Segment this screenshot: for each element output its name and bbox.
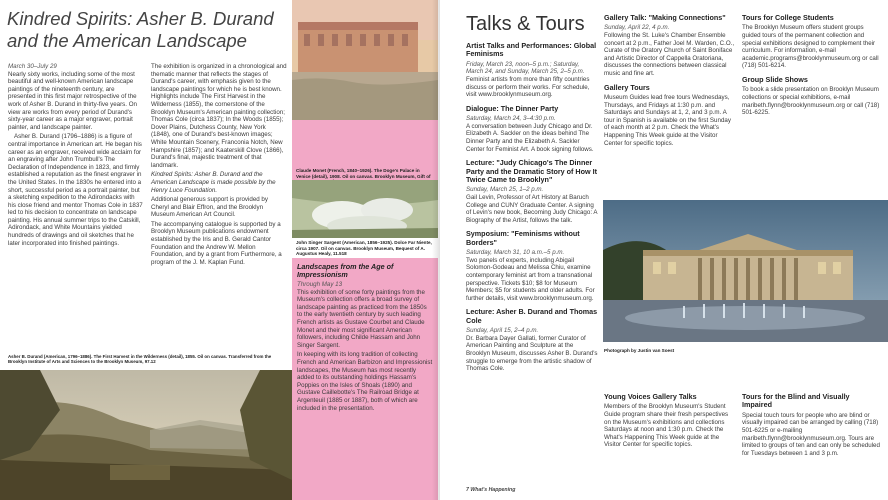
photo-credit: Photograph by Justin van Soest [604, 348, 675, 353]
event-title: Symposium: "Feminisms without Borders" [466, 229, 580, 247]
event-block [604, 14, 736, 78]
event-description: The Brooklyn Museum offers student groups guided tours of the permanent collection and special exhibitions designed to complement their curriculum. For information, e-mail academic.programs@brooklynmuseum.org or call (718) 501-6214. [742, 24, 879, 70]
museum-photograph [603, 200, 888, 342]
talks-column-2 [604, 14, 736, 149]
sargent-caption: John Singer Sargent (American, 1856–1925). Dolce Far Niente, circa 1907. Oil on canvas. Brooklyn Museum, Bequest of A. Augustus Healy, 11.518 [296, 240, 432, 257]
left-column-2 [151, 63, 287, 268]
event-block [742, 14, 880, 70]
paragraph: This exhibition of some forty paintings from the Museum's collection offers a broad survey of landscape painting as practiced from the 1850s to the early twentieth century by such leading French artists as Gustave Courbet and Claude Monet and their most significant American followers, including Childe Hassam and John Singer Sargent. [297, 288, 427, 349]
event-description: A conversation between Judy Chicago and Dr. Elizabeth A. Sackler on the ideas behind The Dinner Party and the Elizabeth A. Sackler Center for Feminist Art. A book signing follows. [466, 122, 594, 153]
event-description: Museum Guides lead free tours Wednesdays, Thursdays, and Fridays at 1:30 p.m. and Saturdays and Sundays at 1, 2, and 3 p.m. A tour in Spanish is available on the first Sunday of each month at 2 p.m. Check the What's Happening This Week guide at the Visitor Center for specific topics. [604, 93, 731, 147]
impressionism-title: Landscapes from the Age of Impressionism [297, 262, 394, 280]
landscape-illustration [0, 370, 292, 500]
event-block [466, 159, 598, 224]
credit-line: Additional generous support is provided by Cheryl and Blair Effron, and the Brooklyn Museum American Art Council. [151, 196, 268, 219]
paragraph: In keeping with its long tradition of collecting French and American Barbizon and Impressionist landscapes, the Museum has most recently added to its outstanding holdings Hassam's Poppies on the Isles of Shoals (1890) and Gustave Caillebotte's The Railroad Bridge at Argenteuil (1885 or 1887), both of which are included in the presentation. [297, 351, 433, 412]
talks-column-1 [466, 42, 598, 375]
event-title: Artist Talks and Performances: Global Feminisms [466, 41, 597, 59]
event-title: Lecture: Asher B. Durand and Thomas Cole [466, 307, 598, 325]
event-title: Gallery Tours [604, 82, 650, 92]
event-time: Sunday, April 22, 4 p.m. [604, 24, 670, 32]
paragraph: The exhibition is organized in a chronological and thematic manner that reflects the stages of Durand's career, with emphasis given to the landscape paintings for which he is best known. Highlights include The First Harvest in the Wilderness (1855), the cornerstone of the Brooklyn Museum's American painting collection; Thomas Cole (circa 1837); In the Woods (1855); Dover Plains, Dutchess County, New York (1848), one of Durand's best-known images; White Mountain Scenery, Franconia Notch, New Hampshire (1857); and Kaaterskill Clove (1866), Durand's final, majestic treatment of that landmark. [151, 63, 287, 169]
event-block [466, 308, 598, 372]
event-block [466, 230, 598, 302]
paragraph: Asher B. Durand (1796–1886) is a figure of central importance in American art. He began his career as an engraver, received wide acclaim for an engraving after John Trumbull's The Declaration of Independence in 1823, and firmly established a reputation as the finest engraver in the United States. In the 1830s he entered into a short, successful period as a portrait painter, but a sketching expedition to the Adirondacks with his close friend and mentor Thomas Cole in 1837 led to his decision to concentrate on landscape painting. His annual summer trips to the Catskill, Adirondack, and White Mountains yielded hundreds of drawings and oil sketches that he later incorporated into finished paintings. [8, 133, 143, 247]
event-block [466, 105, 598, 153]
event-title: Tours for College Students [742, 13, 834, 22]
event-description: Feminist artists from more than fifty countries discuss or perform their works. For schedule, visit www.brooklynmuseum.org. [466, 76, 590, 99]
event-description: Dr. Barbara Dayer Gallati, former Curator of American Painting and Sculpture at the Brooklyn Museum, discusses Asher B. Durand's struggle to emerge from the artistic shadow of Thomas Cole. [466, 334, 598, 373]
talks-heading: Talks & Tours [466, 13, 585, 35]
event-block [604, 84, 736, 148]
impressionism-text [297, 281, 433, 414]
event-description: To book a slide presentation on Brooklyn Museum collections or special exhibitions, e-mail maribeth.flynn@brooklynmuseum.org or call (718) 501-6225. [742, 86, 880, 117]
impressionism-dates: Through May 13 [297, 281, 343, 288]
monet-caption: Claude Monet (French, 1840–1926). The Doge's Palace in Venice (detail), 1908. Oil on canvas. Brooklyn Museum, Gift of [296, 168, 431, 179]
event-time: Sunday, March 25, 1–2 p.m. [466, 186, 544, 194]
credit-line: The accompanying catalogue is supported by a Brooklyn Museum publications endowment established by the Iris and B. Gerald Cantor Foundation and the Andrew W. Mellon Foundation, and by a grant from Furthermore, a program of the J. M. Kaplan Fund. [151, 220, 282, 266]
sargent-painting-image [292, 180, 438, 238]
paragraph: Nearly sixty works, including some of the most beautiful and well-known American landscape paintings of the nineteenth century, are presented in this first major retrospective of the work of Asher B. Durand in thirty-five years. On view are works from every period of Durand's sixty-year career as a major engraver, portrait painter, and landscape painter. [8, 70, 137, 131]
event-title: Lecture: "Judy Chicago's The Dinner Party and the Dramatic Story of How It Twice Came to Brooklyn" [466, 158, 597, 184]
event-block [742, 76, 880, 117]
blind-tours-block [742, 393, 880, 459]
event-block [466, 42, 598, 99]
page-footer: 7 What's Happening [466, 487, 516, 493]
event-description: Gail Levin, Professor of Art History at Baruch College and CUNY Graduate Center. A signing of Levin's new book, Becoming Judy Chicago: A Biography of the Artist, follows the talk. [466, 193, 598, 224]
durand-painting-image [0, 370, 292, 500]
young-voices-block [604, 393, 736, 451]
durand-caption: Asher B. Durand (American, 1796–1886). The First Harvest in the Wilderness (detail), 1855. Oil on canvas. Transferred from the Brooklyn Institute of Arts and Sciences to the Brooklyn Museum, 97.12 [8, 354, 272, 365]
event-time: Sunday, April 15, 2–4 p.m. [466, 327, 539, 335]
event-description: Special touch tours for people who are blind or visually impaired can be arranged by calling (718) 501-6225 or e-mailing maribeth.flynn@brooklynmuseum.org. Tours are limited to groups of ten and can only be scheduled for Tuesdays between 1 and 3 p.m. [742, 411, 880, 457]
talks-column-3 [742, 14, 880, 119]
exhibition-dates: March 30–July 29 [8, 63, 57, 70]
event-description: Two panels of experts, including Abigail Solomon-Godeau and Melissa Chiu, examine contemporary feminist art from a transnational perspective. Tickets $10; $8 for Museum Members; $5 for students and older adults. For further details, visit www.brooklynmuseum.org. [466, 256, 595, 302]
exhibition-title: Kindred Spirits: Asher B. Durand and the American Landscape [7, 8, 274, 51]
monet-painting-image [292, 0, 438, 120]
event-title: Young Voices Gallery Talks [604, 392, 697, 401]
credit-line: Kindred Spirits: Asher B. Durand and the American Landscape is made possible by the Henry Luce Foundation. [151, 171, 276, 194]
event-title: Tours for the Blind and Visually Impaired [742, 392, 850, 410]
event-description: Following the St. Luke's Chamber Ensemble concert at 2 p.m., Father Joel M. Warden, C.O., Curate of the Oratory Church of Saint Boniface and Artistic Director of Cappella Oratoriana, discusses the connections between classical music and fine art. [604, 32, 735, 77]
event-title: Dialogue: The Dinner Party [466, 103, 559, 113]
event-title: Gallery Talk: "Making Connections" [604, 13, 726, 22]
event-time: Saturday, March 31, 10 a.m.–5 p.m. [466, 249, 565, 257]
event-time: Saturday, March 24, 3–4:30 p.m. [466, 115, 556, 123]
event-title: Group Slide Shows [742, 74, 808, 84]
event-description: Members of the Brooklyn Museum's Student Guide program share their fresh perspectives on the Museum's exhibitions and collections Saturdays at noon and 1:30 p.m. Check the What's Happening This Week guide at the Visitor Center for specific topics. [604, 403, 729, 449]
left-column-1 [8, 63, 143, 249]
event-time: Friday, March 23, noon–5 p.m.; Saturday, March 24, and Sunday, March 25, 2–5 p.m. [466, 60, 585, 76]
